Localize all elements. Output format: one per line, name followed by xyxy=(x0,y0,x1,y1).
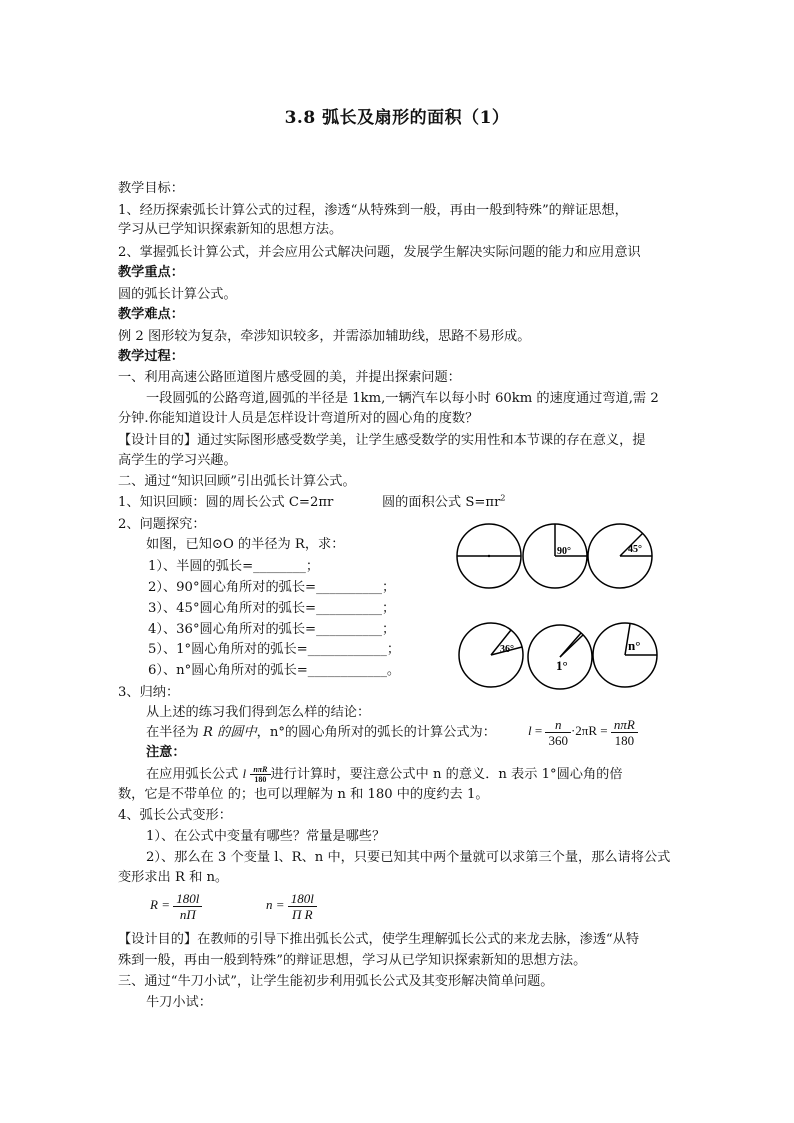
question-2: 2）、90°圆心角所对的弧长=__________； xyxy=(148,580,396,595)
summary-lead: 从上述的练习我们得到怎么样的结论： xyxy=(146,705,371,720)
page-title: 3.8 弧长及扇形的面积（1） xyxy=(284,108,510,128)
question-1: 1）、半圆的弧长=________； xyxy=(148,559,320,574)
design-purpose-2-line-2: 殊到一般，再由一般到特殊”的辩证思想，学习从已学知识探索新知的思想方法。 xyxy=(118,953,587,968)
objective-1-line-1: 1、经历探索弧长计算公式的过程，渗透“从特殊到一般，再由一般到特殊”的辩证思想， xyxy=(118,203,628,218)
figure-1-degree xyxy=(528,625,592,689)
note-heading: 注意： xyxy=(146,745,186,760)
label-36: 36° xyxy=(500,644,514,655)
problem-line-2: 分钟.你能知道设计人员是怎样设计弯道所对的圆心角的度数？ xyxy=(118,411,479,426)
practice-heading: 牛刀小试： xyxy=(146,995,212,1010)
design-purpose-1-line-1: 【设计目的】通过实际图形感受数学美，让学生感受数学的实用性和本节课的存在意义，提 xyxy=(118,433,646,448)
inquiry-prompt: 如图，已知⊙O 的半径为 R，求： xyxy=(146,537,345,552)
difficulties-heading: 教学难点： xyxy=(118,307,184,322)
note-line-2: 数，它是不带单位 的；也可以理解为 n 和 180 中的度约去 1。 xyxy=(118,787,489,802)
formula-r: R = $\frac{180l}{n\Pi}$ xyxy=(150,888,202,922)
part-1-heading: 一、利用高速公路匝道图片感受圆的美，并提出探索问题： xyxy=(118,370,461,385)
question-3: 3）、45°圆心角所对的弧长=__________； xyxy=(148,601,396,616)
figure-36-degree xyxy=(459,623,523,687)
question-4: 4）、36°圆心角所对的弧长=__________； xyxy=(148,622,396,637)
part-2-heading: 二、通过“知识回顾”引出弧长计算公式。 xyxy=(118,474,356,489)
arc-length-formula: l = $\frac{n}{360}$ ·2πR = $\frac{\text{nπR}}{180}$ xyxy=(528,716,638,748)
figure-n-degree xyxy=(593,623,657,687)
objective-2: 2、掌握弧长计算公式，并会应用公式解决问题，发展学生解决实际问题的能力和应用意识 xyxy=(118,245,641,260)
summary-statement: 在半径为 R 的圆中，n°的圆心角所对的弧长的计算公式为： xyxy=(146,725,496,740)
formula-n: n = $\frac{180l}{\text{Π R}}$ xyxy=(266,888,317,922)
process-heading: 教学过程： xyxy=(118,349,184,364)
transform-q2-line-1: 2）、那么在 3 个变量 l、R、n 中，只要已知其中两个量就可以求第三个量，那么请将公式 xyxy=(146,850,671,865)
section-objectives-heading: 教学目标： xyxy=(118,181,184,196)
key-points-text: 圆的弧长计算公式。 xyxy=(118,287,237,302)
label-90: 90° xyxy=(557,546,571,557)
knowledge-review-area: 圆的面积公式 $S=\pi r^2$ xyxy=(382,493,506,510)
figure-90-degree xyxy=(523,524,587,588)
label-1: 1° xyxy=(556,658,568,673)
question-6: 6）、n°圆心角所对的弧长=____________。 xyxy=(148,663,401,678)
part-3-heading: 三、通过“牛刀小试”，让学生能初步利用弧长公式及其变形解决简单问题。 xyxy=(118,974,554,989)
label-n: n° xyxy=(628,638,641,653)
difficulties-text: 例 2 图形较为复杂，牵涉知识较多，并需添加辅助线，思路不易形成。 xyxy=(118,329,531,344)
note-line-1: 在应用弧长公式 l $\frac{\text{nπR}}{180}$ 进行计算时，要注意公式中 n 的意义．n 表示 1°圆心角的倍 xyxy=(146,765,623,784)
figure-45-degree xyxy=(588,524,652,588)
label-45: 45° xyxy=(628,544,642,555)
summary-heading: 3、归纳： xyxy=(118,685,180,700)
transform-heading: 4、弧长公式变形： xyxy=(118,808,232,823)
transform-q1: 1）、在公式中变量有哪些？常量是哪些？ xyxy=(146,829,386,844)
inquiry-heading: 2、问题探究： xyxy=(118,517,206,532)
objective-1-line-2: 学习从已学知识探索新知的思想方法。 xyxy=(118,222,343,237)
problem-line-1: 一段圆弧的公路弯道,圆弧的半径是 1km,一辆汽车以每小时 60km 的速度通过弯道,需 2 xyxy=(146,391,659,406)
design-purpose-1-line-2: 高学生的学习兴趣。 xyxy=(118,453,237,468)
key-points-heading: 教学重点： xyxy=(118,265,184,280)
knowledge-review-circumference: 1、知识回顾：圆的周长公式 C=2πr xyxy=(118,495,334,510)
question-5: 5）、1°圆心角所对的弧长=____________； xyxy=(148,642,401,657)
transform-q2-line-2: 变形求出 R 和 n。 xyxy=(118,870,229,885)
figure-semicircle xyxy=(457,524,521,588)
design-purpose-2-line-1: 【设计目的】在教师的引导下推出弧长公式，使学生理解弧长公式的来龙去脉，渗透“从特 xyxy=(118,932,640,947)
